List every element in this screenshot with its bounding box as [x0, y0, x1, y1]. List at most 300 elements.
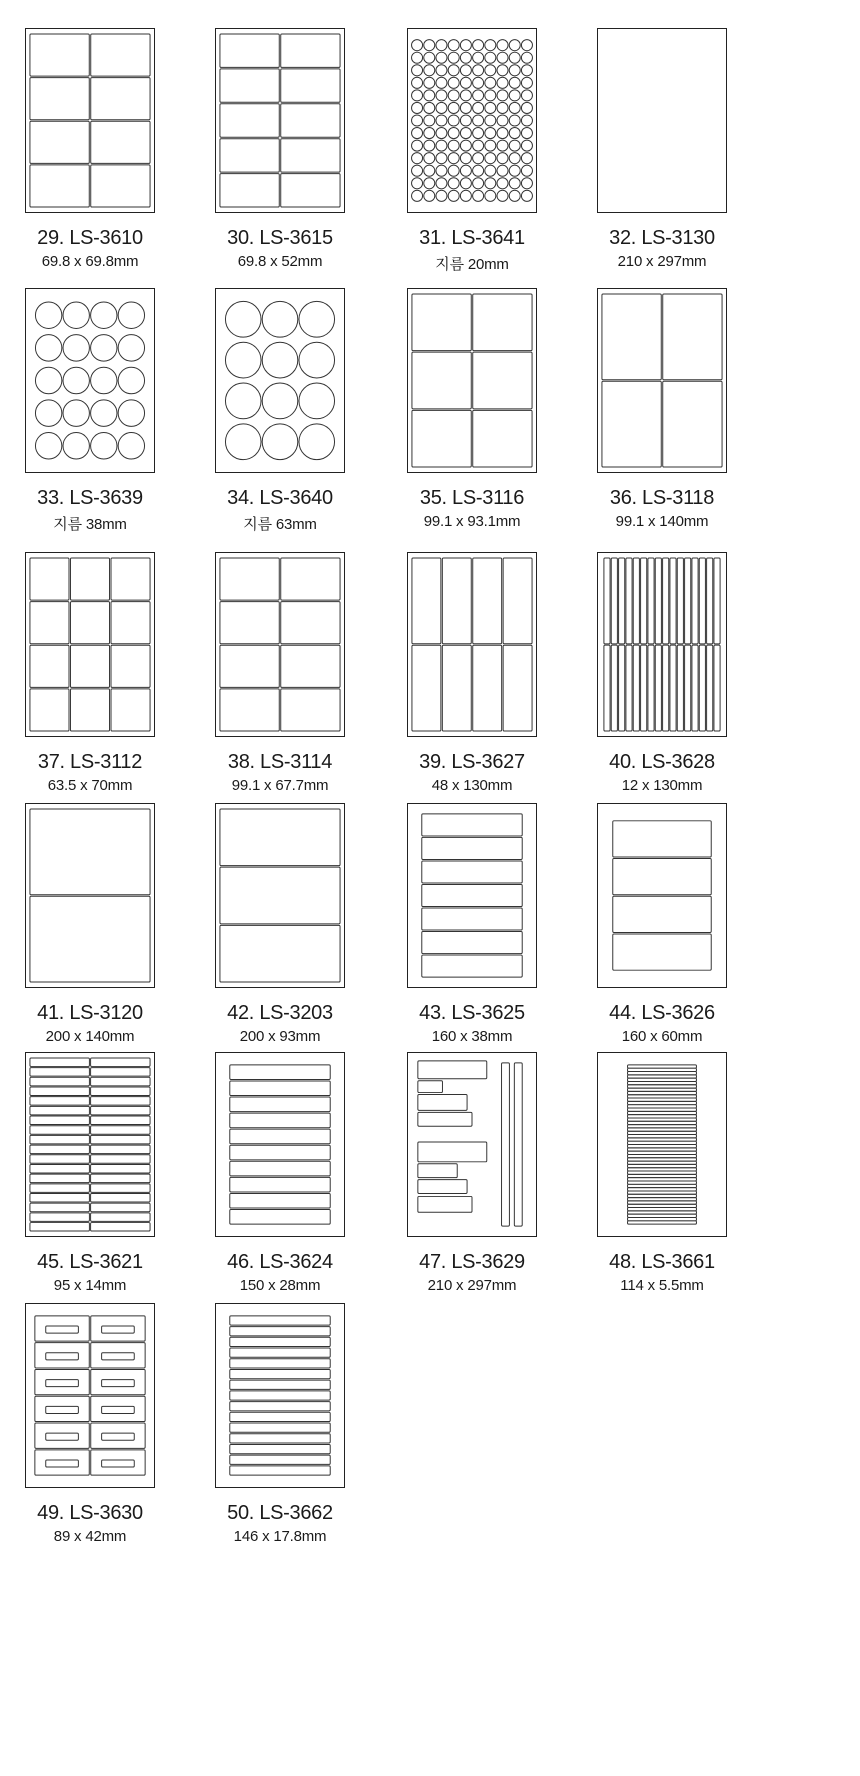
- label-cell: [628, 1095, 697, 1098]
- label-circle: [460, 190, 471, 201]
- label-circle: [35, 335, 61, 362]
- label-circle: [473, 190, 484, 201]
- label-cell: [628, 1125, 697, 1128]
- label-cell: [628, 1085, 697, 1088]
- sheet-diagram: [597, 28, 727, 213]
- product-code: 46. LS-3624: [227, 1251, 333, 1273]
- label-size: 200 x 140mm: [45, 1028, 135, 1045]
- label-circle: [509, 40, 520, 51]
- label-circle: [473, 153, 484, 164]
- sheet-layout-svg: [598, 29, 726, 212]
- label-circle: [424, 115, 435, 126]
- label-cell: [628, 1217, 697, 1220]
- label-cell: [628, 1168, 697, 1171]
- label-circle: [448, 178, 459, 189]
- sheet-layout-svg: [408, 804, 536, 987]
- label-circle: [521, 40, 532, 51]
- label-circle: [299, 424, 335, 460]
- label-circle: [460, 77, 471, 88]
- label-circle: [91, 302, 117, 329]
- label-cell: [628, 1198, 697, 1201]
- label-circle: [63, 302, 89, 329]
- label-circle: [521, 90, 532, 101]
- label-cell: [613, 821, 711, 857]
- label-cell: [230, 1065, 330, 1080]
- label-circle: [497, 165, 508, 176]
- label-cell: [30, 1184, 89, 1192]
- sheet-diagram: [597, 803, 727, 988]
- label-circle: [448, 65, 459, 76]
- label-cell: [91, 1174, 150, 1182]
- label-size: 지름 20mm: [435, 256, 509, 273]
- label-circle: [412, 128, 423, 139]
- label-cell: [111, 645, 150, 687]
- label-circle: [460, 140, 471, 151]
- label-strip: [418, 1164, 457, 1178]
- label-cell: [91, 1369, 145, 1394]
- label-cell: [35, 1316, 89, 1341]
- sheet-diagram: [215, 552, 345, 737]
- label-cell: [30, 121, 89, 163]
- label-cell: [91, 1135, 150, 1143]
- sheet-diagram: [25, 552, 155, 737]
- label-circle: [118, 433, 144, 460]
- label-cell: [30, 1097, 89, 1105]
- label-cell: [91, 1155, 150, 1163]
- label-cell: [30, 1087, 89, 1095]
- label-cell: [626, 558, 632, 644]
- label-cell: [70, 645, 109, 687]
- label-strip: [418, 1081, 443, 1093]
- sheet-layout-svg: [408, 29, 536, 212]
- label-cell: [30, 602, 69, 644]
- label-cell: [628, 1145, 697, 1148]
- label-cell: [230, 1348, 330, 1357]
- label-circle: [497, 153, 508, 164]
- label-circle: [473, 165, 484, 176]
- label-cell: [422, 861, 522, 883]
- label-circle: [485, 153, 496, 164]
- label-circle: [460, 165, 471, 176]
- label-circle: [521, 165, 532, 176]
- label-strip: [418, 1112, 472, 1126]
- label-cell: [628, 1111, 697, 1114]
- label-size: 89 x 42mm: [53, 1528, 127, 1545]
- label-circle: [473, 77, 484, 88]
- label-cell: [670, 558, 676, 644]
- label-cell: [230, 1097, 330, 1112]
- label-circle: [63, 367, 89, 394]
- label-cell: [613, 896, 711, 932]
- label-circle: [436, 140, 447, 151]
- label-cell: [628, 1188, 697, 1191]
- label-cell: [91, 1116, 150, 1124]
- label-inner-box: [102, 1406, 135, 1413]
- label-circle: [448, 40, 459, 51]
- label-circle: [412, 190, 423, 201]
- label-cell: [91, 1450, 145, 1475]
- label-cell: [30, 1135, 89, 1143]
- sheet-layout-svg: [408, 553, 536, 736]
- label-cell: [91, 1396, 145, 1421]
- sheet-layout-svg: [26, 289, 154, 472]
- label-circle: [521, 140, 532, 151]
- label-cell: [230, 1412, 330, 1421]
- sheet-diagram: [407, 288, 537, 473]
- sheet-layout-svg: [216, 553, 344, 736]
- label-circle: [424, 140, 435, 151]
- label-inner-box: [102, 1460, 135, 1467]
- label-circle: [424, 90, 435, 101]
- label-cell: [412, 558, 441, 644]
- label-cell: [648, 645, 654, 731]
- label-cell: [613, 859, 711, 895]
- label-circle: [485, 102, 496, 113]
- label-cell: [503, 558, 532, 644]
- label-circle: [448, 90, 459, 101]
- label-cell: [70, 602, 109, 644]
- product-code: 41. LS-3120: [37, 1002, 143, 1024]
- label-cell: [281, 602, 340, 644]
- label-cell: [611, 645, 617, 731]
- label-circle: [225, 383, 261, 419]
- label-cell: [628, 1068, 697, 1071]
- label-inner-box: [102, 1353, 135, 1360]
- sheet-layout-svg: [598, 553, 726, 736]
- label-cell: [699, 558, 705, 644]
- label-cell: [628, 1171, 697, 1174]
- label-cell: [412, 645, 441, 731]
- label-circle: [436, 40, 447, 51]
- label-circle: [509, 128, 520, 139]
- label-cell: [604, 645, 610, 731]
- sheet-diagram: [25, 1303, 155, 1488]
- label-cell: [422, 814, 522, 836]
- label-cell: [30, 1068, 89, 1076]
- sheet-diagram: [25, 1052, 155, 1237]
- label-circle: [424, 190, 435, 201]
- sheet-layout-svg: [26, 1053, 154, 1236]
- label-cell: [30, 1126, 89, 1134]
- label-cell: [281, 174, 340, 207]
- label-cell: [220, 925, 340, 982]
- label-cell: [281, 139, 340, 172]
- label-cell: [35, 1450, 89, 1475]
- label-circle: [424, 165, 435, 176]
- label-circle: [485, 115, 496, 126]
- label-cell: [30, 1106, 89, 1114]
- sheet-layout-svg: [26, 1304, 154, 1487]
- label-circle: [436, 52, 447, 63]
- label-cell: [91, 1423, 145, 1448]
- label-cell: [220, 867, 340, 924]
- label-circle: [299, 383, 335, 419]
- label-circle: [473, 102, 484, 113]
- label-circle: [118, 400, 144, 427]
- product-code: 50. LS-3662: [227, 1502, 333, 1524]
- label-cell: [30, 1164, 89, 1172]
- label-cell: [91, 1164, 150, 1172]
- label-circle: [521, 178, 532, 189]
- label-cell: [30, 78, 89, 120]
- label-circle: [91, 335, 117, 362]
- label-cell: [30, 1145, 89, 1153]
- label-cell: [230, 1423, 330, 1432]
- label-cell: [707, 645, 713, 731]
- label-circle: [521, 153, 532, 164]
- label-cell: [628, 1121, 697, 1124]
- label-cell: [230, 1193, 330, 1208]
- label-circle: [485, 165, 496, 176]
- label-circle: [262, 301, 298, 337]
- label-cell: [628, 1081, 697, 1084]
- label-cell: [281, 104, 340, 137]
- label-circle: [436, 178, 447, 189]
- label-circle: [299, 301, 335, 337]
- label-inner-box: [46, 1326, 79, 1333]
- label-circle: [412, 115, 423, 126]
- label-circle: [521, 77, 532, 88]
- label-circle: [412, 40, 423, 51]
- label-cell: [473, 294, 532, 351]
- sheet-diagram: [407, 803, 537, 988]
- label-circle: [473, 140, 484, 151]
- label-circle: [473, 178, 484, 189]
- sheet-layout-svg: [26, 29, 154, 212]
- label-circle: [448, 128, 459, 139]
- label-circle: [497, 52, 508, 63]
- label-circle: [424, 52, 435, 63]
- label-cell: [641, 558, 647, 644]
- label-cell: [422, 932, 522, 954]
- label-circle: [460, 102, 471, 113]
- label-circle: [521, 115, 532, 126]
- label-circle: [412, 102, 423, 113]
- sheet-layout-svg: [26, 804, 154, 987]
- label-circle: [485, 65, 496, 76]
- label-cell: [626, 645, 632, 731]
- sheet-diagram: [597, 1052, 727, 1237]
- label-cell: [230, 1113, 330, 1128]
- label-cell: [663, 381, 722, 467]
- sheet-layout-svg: [408, 289, 536, 472]
- label-circle: [424, 40, 435, 51]
- label-cell: [602, 381, 661, 467]
- label-cell: [230, 1391, 330, 1400]
- label-cell: [230, 1145, 330, 1160]
- sheet-layout-svg: [216, 804, 344, 987]
- label-cell: [412, 410, 471, 467]
- label-size: 48 x 130mm: [431, 777, 513, 794]
- label-cell: [670, 645, 676, 731]
- sheet-layout-svg: [598, 1053, 726, 1236]
- label-circle: [509, 153, 520, 164]
- label-circle: [497, 140, 508, 151]
- sheet-layout-svg: [26, 553, 154, 736]
- label-circle: [509, 102, 520, 113]
- product-code: 33. LS-3639: [37, 487, 143, 509]
- label-cell: [628, 1181, 697, 1184]
- label-cell: [628, 1131, 697, 1134]
- label-cell: [220, 689, 279, 731]
- label-cell: [91, 1077, 150, 1085]
- label-circle: [262, 342, 298, 378]
- label-circle: [448, 102, 459, 113]
- label-circle: [473, 128, 484, 139]
- label-cell: [30, 1194, 89, 1202]
- label-cell: [442, 558, 471, 644]
- label-cell: [628, 1075, 697, 1078]
- label-size: 99.1 x 93.1mm: [423, 513, 521, 530]
- label-circle: [460, 153, 471, 164]
- label-cell: [230, 1444, 330, 1453]
- label-cell: [281, 689, 340, 731]
- label-circle: [448, 190, 459, 201]
- label-size: 95 x 14mm: [53, 1277, 127, 1294]
- product-code: 47. LS-3629: [419, 1251, 525, 1273]
- label-circle: [63, 400, 89, 427]
- label-size: 69.8 x 52mm: [237, 253, 323, 270]
- label-circle: [509, 90, 520, 101]
- label-cell: [442, 645, 471, 731]
- label-cell: [628, 1091, 697, 1094]
- label-circle: [460, 52, 471, 63]
- label-cell: [663, 558, 669, 644]
- label-circle: [91, 433, 117, 460]
- label-circle: [497, 77, 508, 88]
- label-circle: [509, 52, 520, 63]
- label-cell: [35, 1369, 89, 1394]
- label-circle: [412, 90, 423, 101]
- label-cell: [30, 1058, 89, 1066]
- label-circle: [473, 40, 484, 51]
- sheet-layout-svg: [408, 1053, 536, 1236]
- label-circle: [521, 190, 532, 201]
- label-cell: [633, 558, 639, 644]
- label-inner-box: [46, 1406, 79, 1413]
- label-size: 지름 38mm: [53, 516, 127, 533]
- label-cell: [628, 1088, 697, 1091]
- label-cell: [111, 689, 150, 731]
- label-inner-box: [46, 1353, 79, 1360]
- label-cell: [412, 294, 471, 351]
- label-cell: [628, 1221, 697, 1224]
- label-cell: [655, 558, 661, 644]
- label-cell: [422, 908, 522, 930]
- product-code: 44. LS-3626: [609, 1002, 715, 1024]
- label-cell: [30, 1174, 89, 1182]
- label-cell: [628, 1101, 697, 1104]
- label-size: 99.1 x 140mm: [615, 513, 709, 530]
- label-cell: [628, 1128, 697, 1131]
- label-cell: [30, 1077, 89, 1085]
- label-strip: [418, 1180, 467, 1194]
- label-cell: [641, 645, 647, 731]
- label-cell: [281, 645, 340, 687]
- label-strip: [418, 1095, 467, 1111]
- label-cell: [91, 1213, 150, 1221]
- label-cell: [91, 1106, 150, 1114]
- label-cell: [628, 1141, 697, 1144]
- label-size: 146 x 17.8mm: [233, 1528, 327, 1545]
- label-circle: [473, 90, 484, 101]
- label-circle: [460, 115, 471, 126]
- label-cell: [35, 1343, 89, 1368]
- product-code: 30. LS-3615: [227, 227, 333, 249]
- label-cell: [220, 645, 279, 687]
- label-cell: [30, 896, 150, 982]
- label-cell: [230, 1327, 330, 1336]
- label-cell: [230, 1369, 330, 1378]
- label-cell: [230, 1337, 330, 1346]
- label-cell: [628, 1065, 697, 1068]
- label-cell: [692, 645, 698, 731]
- label-cell: [473, 645, 502, 731]
- label-circle: [412, 65, 423, 76]
- label-cell: [473, 410, 532, 467]
- label-circle: [497, 190, 508, 201]
- label-cell: [628, 1154, 697, 1157]
- label-cell: [230, 1081, 330, 1096]
- label-circle: [460, 178, 471, 189]
- label-cell: [230, 1129, 330, 1144]
- label-cell: [91, 1203, 150, 1211]
- label-cell: [30, 1223, 89, 1231]
- sheet-diagram: [407, 552, 537, 737]
- label-cell: [628, 1191, 697, 1194]
- sheet-diagram: [25, 288, 155, 473]
- label-circle: [460, 40, 471, 51]
- label-circle: [225, 301, 261, 337]
- label-circle: [485, 77, 496, 88]
- sheet-diagram: [407, 28, 537, 213]
- label-circle: [436, 115, 447, 126]
- label-cell: [473, 352, 532, 409]
- label-circle: [35, 400, 61, 427]
- label-circle: [262, 383, 298, 419]
- label-cell: [91, 1126, 150, 1134]
- label-inner-box: [102, 1326, 135, 1333]
- label-cell: [230, 1177, 330, 1192]
- label-cell: [91, 1058, 150, 1066]
- label-circle: [497, 115, 508, 126]
- label-cell: [111, 602, 150, 644]
- label-circle: [412, 52, 423, 63]
- label-cell: [628, 1178, 697, 1181]
- label-cell: [628, 1118, 697, 1121]
- label-circle: [509, 190, 520, 201]
- label-circle: [118, 335, 144, 362]
- label-cell: [707, 558, 713, 644]
- label-cell: [628, 1184, 697, 1187]
- label-cell: [628, 1108, 697, 1111]
- label-circle: [460, 128, 471, 139]
- label-cell: [663, 645, 669, 731]
- label-cell: [281, 34, 340, 67]
- label-cell: [628, 1151, 697, 1154]
- label-circle: [448, 153, 459, 164]
- label-strip: [418, 1142, 487, 1162]
- label-vertical-strip: [514, 1063, 522, 1226]
- label-size: 150 x 28mm: [239, 1277, 321, 1294]
- label-cell: [230, 1434, 330, 1443]
- label-cell: [412, 352, 471, 409]
- label-circle: [473, 65, 484, 76]
- label-cell: [628, 1161, 697, 1164]
- label-cell: [230, 1316, 330, 1325]
- product-code: 38. LS-3114: [227, 751, 333, 773]
- label-circle: [424, 77, 435, 88]
